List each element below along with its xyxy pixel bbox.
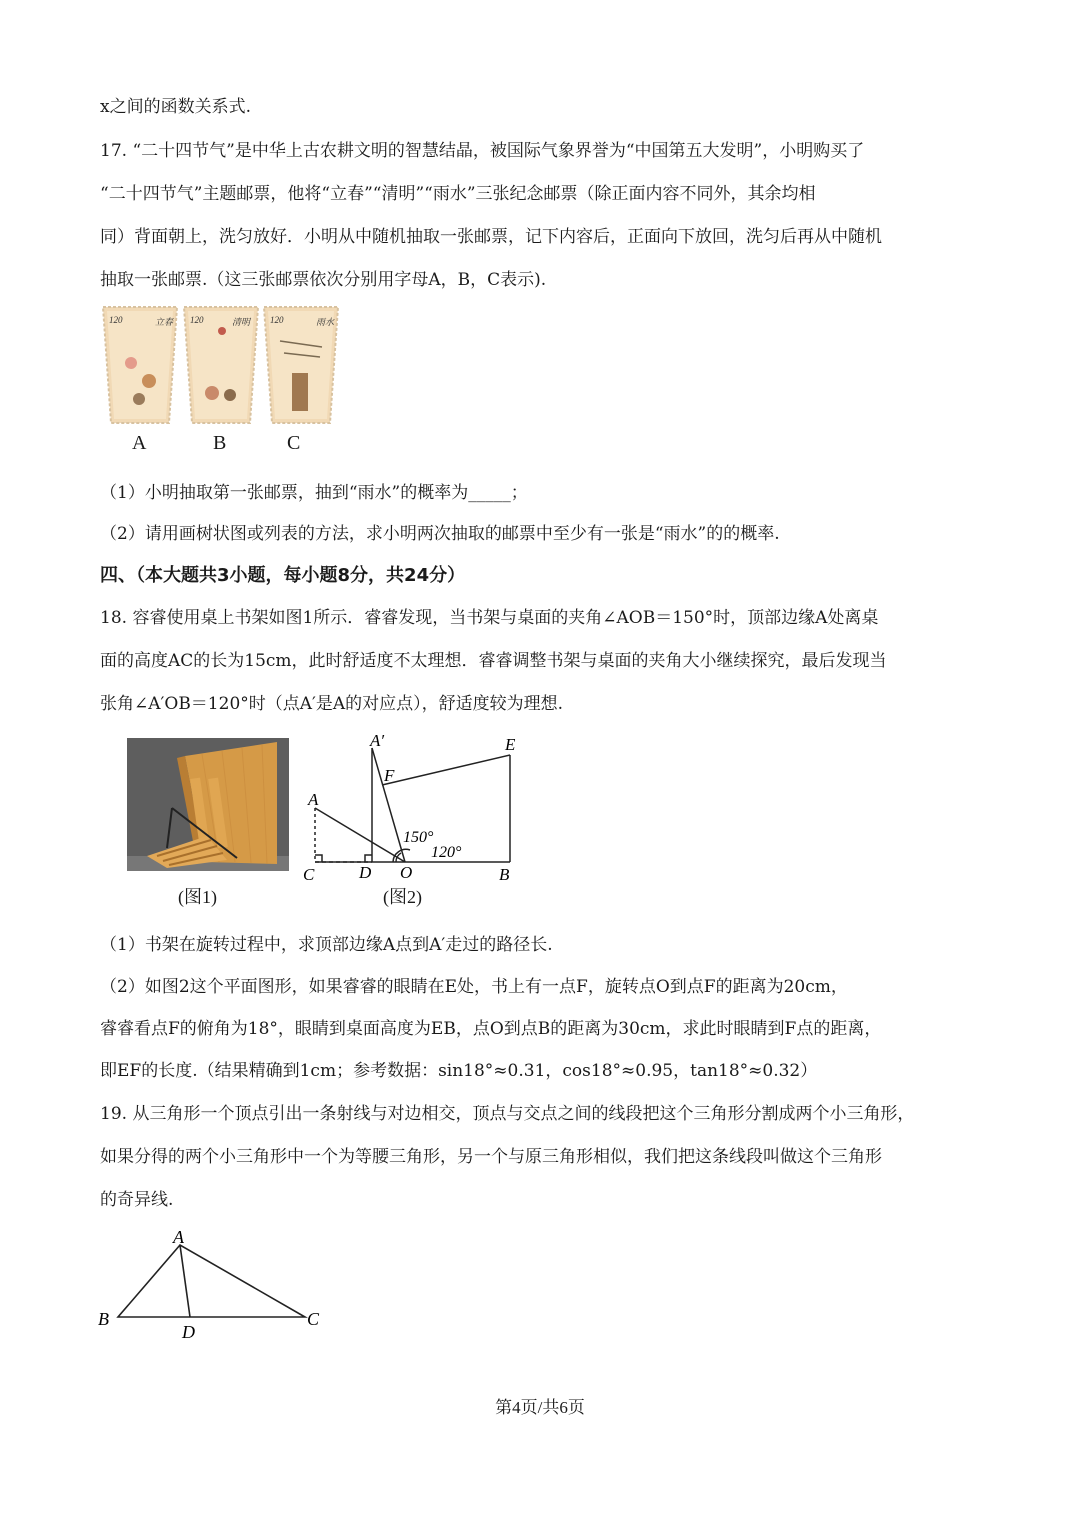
label-b: B	[499, 865, 510, 884]
text-line: x之间的函数关系式.	[100, 97, 251, 117]
q18-part2: 即EF的长度.（结果精确到1cm；参考数据：sin18°≈0.31，cos18°≈0.95，tan18°≈0.32）	[100, 1061, 818, 1081]
q19-text: 的奇异线.	[100, 1190, 174, 1210]
label-a-prime: A′	[370, 731, 385, 750]
stamp-label-a: A	[132, 432, 147, 454]
label-o: O	[400, 863, 413, 882]
q17-part1: （1）小明抽取第一张邮票，抽到“雨水”的概率为_____；	[100, 483, 528, 503]
tri-label-c: C	[307, 1309, 320, 1329]
label-c: C	[303, 865, 315, 884]
q19-text: 19. 从三角形一个顶点引出一条射线与对边相交，顶点与交点之间的线段把这个三角形分割成两个小三角形，	[100, 1104, 915, 1124]
angle-120: 120°	[431, 844, 462, 861]
angle-150: 150°	[403, 829, 434, 846]
q18-part2: 睿睿看点F的俯角为18°，眼睛到桌面高度为EB，点O到点B的距离为30cm，求此时眼睛到F点的距离，	[100, 1019, 882, 1039]
tri-label-b: B	[98, 1309, 109, 1329]
q17-text: 抽取一张邮票.（这三张邮票依次分别用字母A，B，C表示).	[100, 270, 547, 290]
q17-part2: （2）请用画树状图或列表的方法，求小明两次抽取的邮票中至少有一张是“雨水”的的概率.	[100, 524, 780, 544]
stamp-price: 120	[270, 315, 284, 325]
q18-text: 面的高度AC的长为15cm，此时舒适度不太理想．睿睿调整书架与桌面的夹角大小继续探究，最后发现当	[100, 651, 887, 671]
label-f: F	[384, 766, 395, 785]
bookstand-photo	[127, 738, 289, 871]
figure-1-caption: (图1)	[178, 887, 217, 907]
stamp-label-b: B	[213, 432, 227, 454]
q18-text: 张角∠A′OB＝120°时（点A′是A的对应点），舒适度较为理想.	[100, 694, 564, 714]
q17-text: 17. “二十四节气”是中华上古农耕文明的智慧结晶，被国际气象界誉为“中国第五大发明”，小明购买了	[100, 141, 865, 161]
stamp-name: 雨水	[316, 317, 335, 327]
stamp-b	[182, 303, 260, 427]
label-e: E	[505, 735, 516, 754]
stamp-name: 清明	[232, 317, 251, 327]
figure-2-diagram	[295, 728, 535, 888]
label-d: D	[359, 863, 372, 882]
stamp-c	[262, 303, 340, 427]
stamp-name: 立春	[155, 317, 174, 327]
stamp-label-c: C	[287, 432, 301, 454]
q18-part1: （1）书架在旋转过程中，求顶部边缘A点到A′走过的路径长.	[100, 935, 553, 955]
tri-label-d: D	[182, 1322, 195, 1342]
section-heading: 四、（本大题共3小题，每小题8分，共24分）	[100, 565, 466, 586]
stamp-price: 120	[190, 315, 204, 325]
figure-2-caption: (图2)	[383, 887, 422, 907]
q17-text: 同）背面朝上，洗匀放好．小明从中随机抽取一张邮票，记下内容后，正面向下放回，洗匀后再从中随机	[100, 227, 882, 247]
stamp-price: 120	[109, 315, 123, 325]
q17-text: “二十四节气”主题邮票，他将“立春”“清明”“雨水”三张纪念邮票（除正面内容不同外，其余均相	[100, 184, 816, 204]
tri-label-a: A	[173, 1227, 184, 1247]
q19-text: 如果分得的两个小三角形中一个为等腰三角形，另一个与原三角形相似，我们把这条线段叫做这个三角形	[100, 1147, 882, 1167]
q18-text: 18. 容睿使用桌上书架如图1所示．睿睿发现，当书架与桌面的夹角∠AOB＝150°时，顶部边缘A处离桌	[100, 608, 879, 628]
label-a: A	[308, 790, 319, 809]
page-footer: 第4页/共6页	[495, 1398, 585, 1417]
q18-part2: （2）如图2这个平面图形，如果睿睿的眼睛在E处，书上有一点F，旋转点O到点F的距离为20cm，	[100, 977, 848, 997]
triangle-figure	[90, 1220, 340, 1350]
stamp-a	[101, 303, 179, 427]
